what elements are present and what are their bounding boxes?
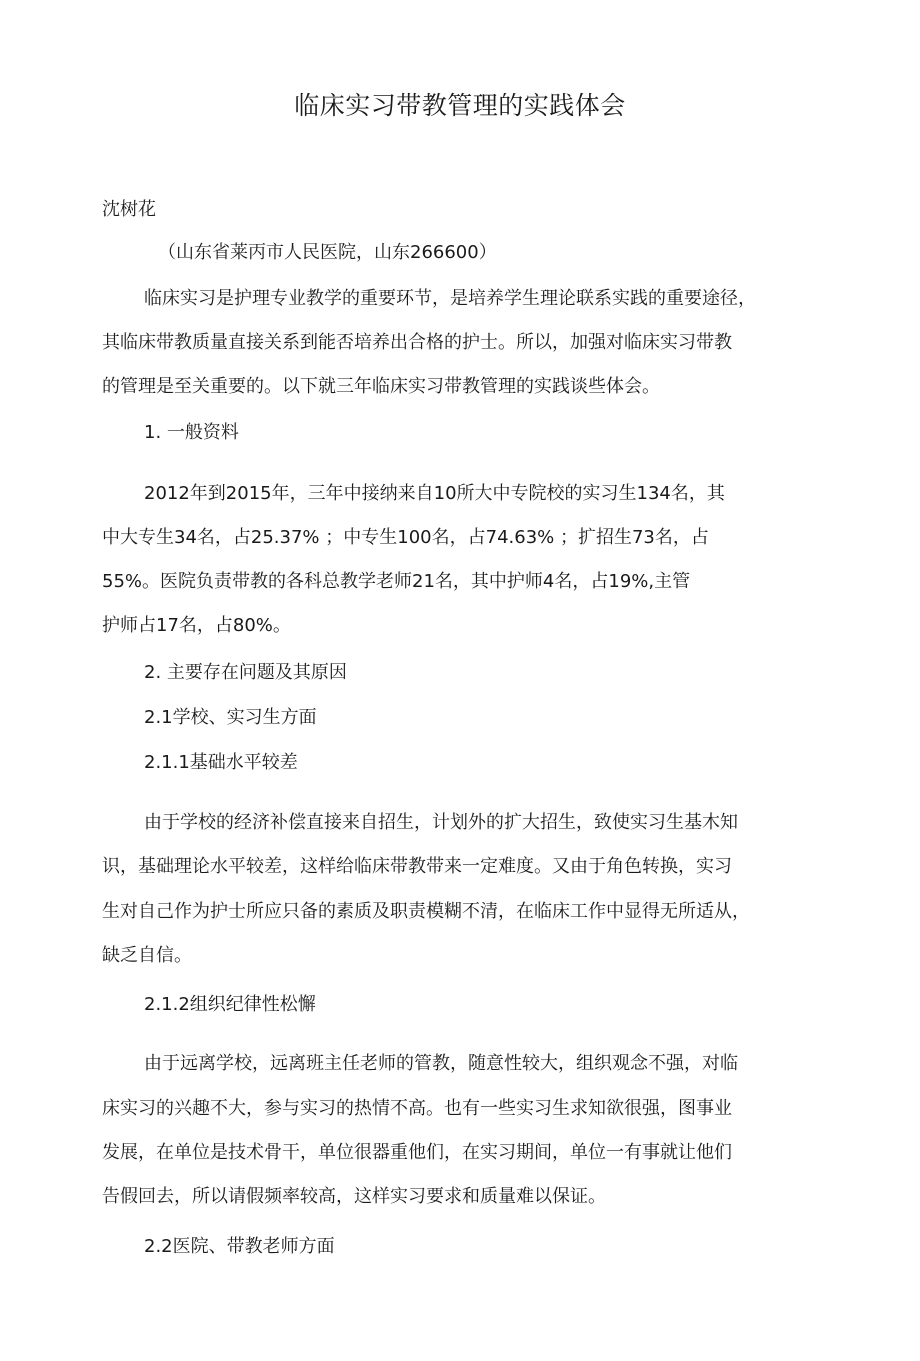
author-affiliation: （山东省莱丙市人民医院，山东266600） <box>158 242 497 263</box>
section2-1-2-line: 由于远离学校，远离班主任老师的管教，随意性较大，组织观念不强，对临 <box>144 1053 738 1074</box>
section2-1-2-line: 告假回去，所以请假频率较高，这样实习要求和质量难以保证。 <box>102 1186 606 1207</box>
intro-line: 的管理是至关重要的。以下就三年临床实习带教管理的实践谈些体会。 <box>102 376 660 397</box>
section2-1-1-line: 生对自己作为护士所应只备的素质及职责模糊不清，在临床工作中显得无所适从， <box>102 901 750 922</box>
section-heading-2-1-2: 2.1.2组织纪律性松懈 <box>144 994 316 1015</box>
intro-line: 临床实习是护理专业教学的重要环节，是培养学生理论联系实践的重要途径， <box>144 288 756 309</box>
author-name: 沈树花 <box>102 199 156 220</box>
section2-1-2-line: 床实习的兴趣不大，参与实习的热情不高。也有一些实习生求知欲很强，图事业 <box>102 1098 732 1119</box>
intro-line: 其临床带教质量直接关系到能否培养出合格的护士。所以，加强对临床实习带教 <box>102 332 732 353</box>
section1-line: 2012年到2015年，三年中接纳来自10所大中专院校的实习生134名，其 <box>144 483 725 504</box>
section2-1-1-line: 识，基础理论水平较差，这样给临床带教带来一定难度。又由于角色转换，实习 <box>102 856 732 877</box>
section-heading-2-1-1: 2.1.1基础水平较差 <box>144 752 298 773</box>
section1-line: 护师占17名，占80%。 <box>102 615 291 636</box>
section2-1-1-line: 由于学校的经济补偿直接来自招生，计划外的扩大招生，致使实习生基木知 <box>144 812 738 833</box>
section2-1-2-line: 发展，在单位是技术骨干，单位很器重他们，在实习期间，单位一有事就让他们 <box>102 1142 732 1163</box>
section-heading-2: 2. 主要存在问题及其原因 <box>144 662 347 683</box>
section1-line: 中大专生34名，占25.37% ；中专生100名，占74.63% ；扩招生73名，占 <box>102 527 709 548</box>
section1-line: 55%。医院负责带教的各科总教学老师21名，其中护师4名，占19%,主管 <box>102 571 691 592</box>
section-heading-2-2: 2.2医院、带教老师方面 <box>144 1236 335 1257</box>
section2-1-1-line: 缺乏自信。 <box>102 945 192 966</box>
section-heading-1: 1. 一般资料 <box>144 422 239 443</box>
section-heading-2-1: 2.1学校、实习生方面 <box>144 707 317 728</box>
document-title: 临床实习带教管理的实践体会 <box>294 91 626 120</box>
